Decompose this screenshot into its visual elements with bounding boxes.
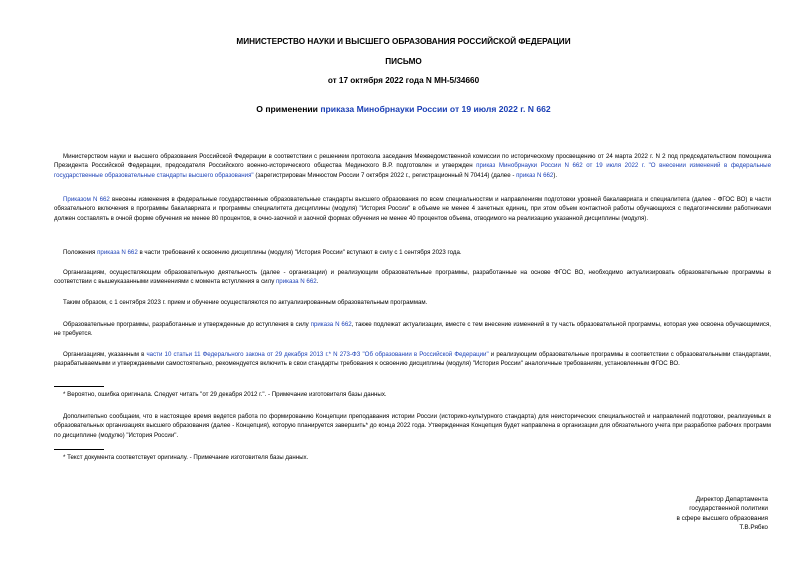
p8-text: Дополнительно сообщаем, что в настоящее время ведется работа по формированию Концепции преподавания истории России (историко-культурного стандарта) для неисторических специальностей и направлений подготовки, реализуемых в образовательных организациях высшего образования (далее - Концепция), которую планируется завершить* до конца 2022 года. Утвержденная Концепция будет направлена в организации для обязательного учета при разработке рабочих программ по дисциплине (модулю) "История России". bbox=[54, 413, 771, 439]
p3-text-a: Положения bbox=[63, 249, 98, 256]
subject-prefix: О применении bbox=[256, 104, 321, 114]
p4-text-b: . bbox=[316, 278, 319, 286]
p7-law-link[interactable]: части 10 статьи 11 Федерального закона от 29 декабря 2013 г.* N 273-ФЗ "Об образовании в Российской Федерации" bbox=[146, 351, 489, 358]
p1-text-b: (зарегистрирован Минюстом России 7 октября 2022 г., регистрационный N 70414) (далее - bbox=[253, 171, 517, 179]
p1-order-short-link[interactable]: приказ N 662 bbox=[516, 171, 554, 179]
paragraph-7 bbox=[54, 350, 771, 369]
footnote-1 bbox=[54, 390, 771, 399]
paragraph-8 bbox=[54, 412, 771, 440]
paragraph-6 bbox=[54, 320, 771, 339]
signature-block bbox=[620, 495, 768, 532]
p6-order-link[interactable]: приказа N 662 bbox=[310, 321, 352, 328]
signature-line-1: Директор Департамента bbox=[695, 496, 768, 503]
p1-text-c: ). bbox=[553, 171, 558, 179]
paragraph-2 bbox=[54, 195, 771, 223]
p7-text-b: и реализующим образовательные программы в соответствии с образовательными стандартами, разрабатываемыми и утверждаемыми самостоятельно, рекомендуется включить в свои стандарты требования к освоению дисциплины (модуля) "История России" аналогичные требованиям, установленным ФГОС ВО. bbox=[54, 351, 772, 368]
ministry-title: МИНИСТЕРСТВО НАУКИ И ВЫСШЕГО ОБРАЗОВАНИЯ РОССИЙСКОЙ ФЕДЕРАЦИИ bbox=[236, 37, 571, 46]
subject-order-link[interactable]: приказа Минобрнауки России от 19 июля 2022 г. N 662 bbox=[320, 104, 551, 114]
p1-order-link[interactable]: приказ Минобрнауки России N 662 от 19 июля 2022 г. "О внесении изменений в федеральные государственные образовательные стандарты высшего образования" bbox=[54, 162, 771, 179]
p6-text-b: , также подлежат актуализации, вместе с тем внесение изменений в ту часть образовательной программы, которая уже освоена обучающимися, не требуется. bbox=[54, 321, 771, 338]
p1-text-a: Министерством науки и высшего образования Российской Федерации в соответствии с решением протокола заседания Межведомственной комиссии по историческому просвещению от 24 марта 2022 г. N 2 под председательством помощника Президента Российской Федерации, председателя Российского военно-исторического общества Мединского В.Р. подготовлен и утвержден bbox=[54, 153, 771, 170]
paragraph-1 bbox=[54, 152, 771, 180]
paragraph-4 bbox=[54, 268, 771, 287]
signature-name: Т.В.Рябко bbox=[739, 523, 768, 531]
footnote-divider-1 bbox=[54, 386, 104, 387]
document-date: от 17 октября 2022 года N МН-5/34660 bbox=[327, 76, 480, 85]
document-subject bbox=[0, 104, 807, 114]
signature-line-3: в сфере высшего образования bbox=[676, 514, 768, 522]
footnote-2-text: * Текст документа соответствует оригиналу. - Примечание изготовителя базы данных. bbox=[63, 454, 309, 461]
p4-text-a: Организациям, осуществляющим образовательную деятельность (далее - организации) и реализующим образовательные программы, разработанные на основе ФГОС ВО, необходимо актуализировать образовательные программы в соответствии с вышеуказанными изменениями с момента вступления в силу bbox=[54, 269, 771, 286]
p2-order-link[interactable]: Приказом N 662 bbox=[63, 196, 110, 203]
paragraph-3 bbox=[54, 248, 771, 257]
p6-text-a: Образовательные программы, разработанные и утвержденные до вступления в силу bbox=[63, 321, 311, 328]
p4-order-link[interactable]: приказа N 662 bbox=[275, 278, 317, 286]
footnote-2 bbox=[54, 453, 771, 462]
document-type: ПИСЬМО bbox=[385, 57, 422, 66]
signature-line-2: государственной политики bbox=[689, 505, 768, 513]
footnote-divider-2 bbox=[54, 449, 104, 450]
paragraph-5 bbox=[54, 298, 771, 307]
p7-text-a: Организациям, указанным в bbox=[63, 351, 147, 358]
p5-text: Таким образом, с 1 сентября 2023 г. прием и обучение осуществляются по актуализированным образовательным программам. bbox=[63, 299, 428, 306]
p3-order-link[interactable]: приказа N 662 bbox=[97, 249, 138, 256]
p2-text: внесены изменения в федеральные государственные образовательные стандарты высшего образования по всем специальностям и направлениям подготовки уровней бакалавриата и специалитета (далее - ФГОС ВО) в части обязательного включения в программы бакалавриата и программы специалитета дисциплины (модуля) "История России" в объеме не менее 4 зачетных единиц, при этом объем контактной работы обучающихся с педагогическими работниками должен составлять в очной форме обучения не менее 80 процентов, в очно-заочной и заочной формах обучения не менее 40 процентов объема, отводимого на реализацию указанной дисциплины (модуля). bbox=[54, 196, 771, 222]
footnote-1-text: * Вероятно, ошибка оригинала. Следует читать "от 29 декабря 2012 г.". - Примечание изготовителя базы данных. bbox=[63, 391, 387, 398]
p3-text-b: в части требований к освоению дисциплины (модуля) "История России" вступают в силу с 1 сентября 2023 года. bbox=[137, 249, 462, 256]
